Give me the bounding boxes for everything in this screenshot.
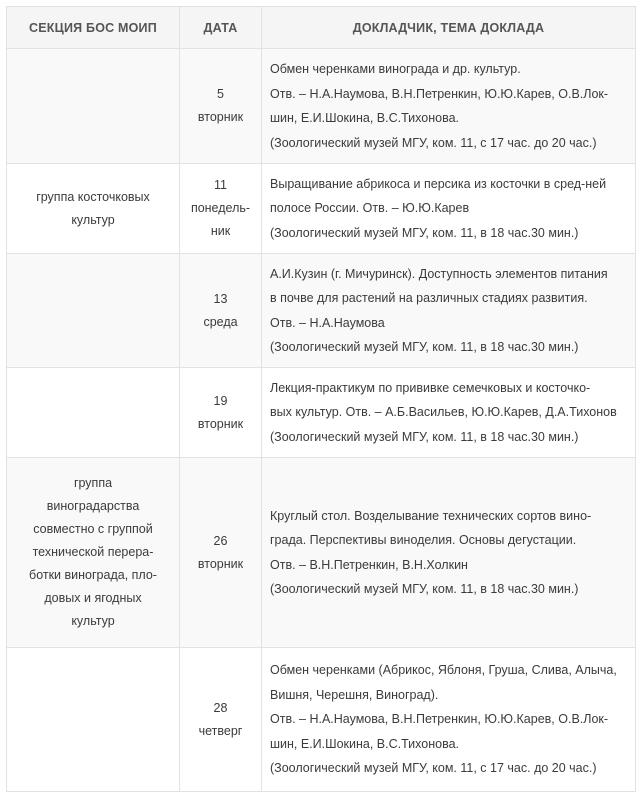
date-cell bbox=[180, 648, 262, 792]
section-text: культур bbox=[71, 614, 115, 628]
header-topic: ДОКЛАДЧИК, ТЕМА ДОКЛАДА bbox=[262, 7, 636, 49]
section-text: виноградарства bbox=[46, 499, 140, 513]
topic-text: Отв. – В.Н.Петренкин, В.Н.Холкин bbox=[270, 557, 468, 572]
table-row bbox=[7, 49, 636, 164]
section-text: довых и ягодных bbox=[44, 591, 142, 605]
topic-text: (Зоологический музей МГУ, ком. 11, с 17 час. до 20 час.) bbox=[270, 135, 597, 150]
section-text: культур bbox=[71, 212, 115, 227]
topic-text: полосе России. Отв. – Ю.Ю.Карев bbox=[270, 201, 470, 216]
header-date: ДАТА bbox=[180, 7, 262, 49]
topic-text: (Зоологический музей МГУ, ком. 11, в 18 час.30 мин.) bbox=[270, 225, 579, 240]
section-cell bbox=[7, 648, 180, 792]
topic-cell bbox=[262, 254, 636, 368]
topic-text: (Зоологический музей МГУ, ком. 11, в 18 час.30 мин.) bbox=[270, 429, 579, 444]
topic-text: шин, Е.И.Шокина, В.С.Тихонова. bbox=[270, 736, 460, 751]
topic-text: (Зоологический музей МГУ, ком. 11, в 18 час.30 мин.) bbox=[270, 582, 579, 596]
date-weekday: понедель- bbox=[190, 201, 251, 215]
topic-cell bbox=[262, 49, 636, 164]
section-cell bbox=[7, 458, 180, 648]
date-weekday: вторник bbox=[197, 556, 244, 571]
section-cell bbox=[7, 49, 180, 164]
topic-text: Отв. – Н.А.Наумова, В.Н.Петренкин, Ю.Ю.Карев, О.В.Лок- bbox=[270, 86, 609, 101]
date-weekday: вторник bbox=[197, 110, 244, 124]
date-cell bbox=[180, 368, 262, 458]
schedule-table bbox=[6, 6, 636, 792]
topic-text: А.И.Кузин (г. Мичуринск). Доступность элементов питания bbox=[270, 266, 608, 281]
date-weekday: среда bbox=[203, 314, 238, 329]
section-text: технической перера- bbox=[32, 545, 154, 559]
table-body bbox=[7, 49, 636, 792]
date-weekday: четверг bbox=[198, 723, 243, 738]
table-row bbox=[7, 164, 636, 254]
table-row bbox=[7, 254, 636, 368]
topic-text: града. Перспективы виноделия. Основы дегустации. bbox=[270, 533, 577, 547]
date-day: 28 bbox=[213, 700, 228, 715]
section-cell bbox=[7, 368, 180, 458]
section-text: группа bbox=[73, 476, 113, 490]
table-row bbox=[7, 458, 636, 648]
date-cell bbox=[180, 49, 262, 164]
topic-text: Круглый стол. Возделывание технических сортов вино- bbox=[270, 508, 592, 523]
topic-text: (Зоологический музей МГУ, ком. 11, в 18 час.30 мин.) bbox=[270, 340, 579, 354]
section-text: группа косточковых bbox=[36, 189, 150, 204]
date-weekday: вторник bbox=[197, 416, 244, 431]
date-day: 13 bbox=[213, 291, 228, 306]
topic-text: Обмен черенками винограда и др. культур. bbox=[270, 62, 521, 76]
date-cell bbox=[180, 254, 262, 368]
table-row bbox=[7, 648, 636, 792]
topic-cell bbox=[262, 458, 636, 648]
date-cell bbox=[180, 164, 262, 254]
table-header-row bbox=[7, 7, 636, 49]
topic-text: Обмен черенками (Абрикос, Яблоня, Груша, Слива, Алыча, bbox=[270, 663, 617, 678]
topic-text: Выращивание абрикоса и персика из косточки в сред-ней bbox=[270, 176, 607, 191]
topic-text: Отв. – Н.А.Наумова bbox=[270, 315, 385, 330]
table-row bbox=[7, 368, 636, 458]
topic-cell bbox=[262, 648, 636, 792]
topic-cell bbox=[262, 368, 636, 458]
topic-text: вых культур. Отв. – А.Б.Васильев, Ю.Ю.Карев, Д.А.Тихонов bbox=[270, 405, 617, 420]
topic-text: в почве для растений на различных стадиях развития. bbox=[270, 291, 588, 305]
date-day: 19 bbox=[213, 393, 228, 408]
topic-text: Лекция-практикум по прививке семечковых и косточко- bbox=[270, 380, 591, 395]
topic-cell bbox=[262, 164, 636, 254]
section-text: совместно с группой bbox=[33, 522, 153, 536]
topic-text: Отв. – Н.А.Наумова, В.Н.Петренкин, Ю.Ю.Карев, О.В.Лок- bbox=[270, 712, 609, 727]
topic-text: шин, Е.И.Шокина, В.С.Тихонова. bbox=[270, 111, 460, 125]
header-section: СЕКЦИЯ БОС МОИП bbox=[7, 7, 180, 49]
date-day: 5 bbox=[217, 87, 224, 101]
date-day: 26 bbox=[213, 533, 228, 548]
date-day: 11 bbox=[214, 178, 227, 192]
topic-text: (Зоологический музей МГУ, ком. 11, с 17 час. до 20 час.) bbox=[270, 761, 597, 776]
topic-text: Вишня, Черешня, Виноград). bbox=[270, 687, 439, 702]
date-cell bbox=[180, 458, 262, 648]
section-text: ботки винограда, пло- bbox=[29, 568, 157, 582]
section-cell bbox=[7, 254, 180, 368]
date-weekday: ник bbox=[210, 224, 231, 238]
section-cell bbox=[7, 164, 180, 254]
